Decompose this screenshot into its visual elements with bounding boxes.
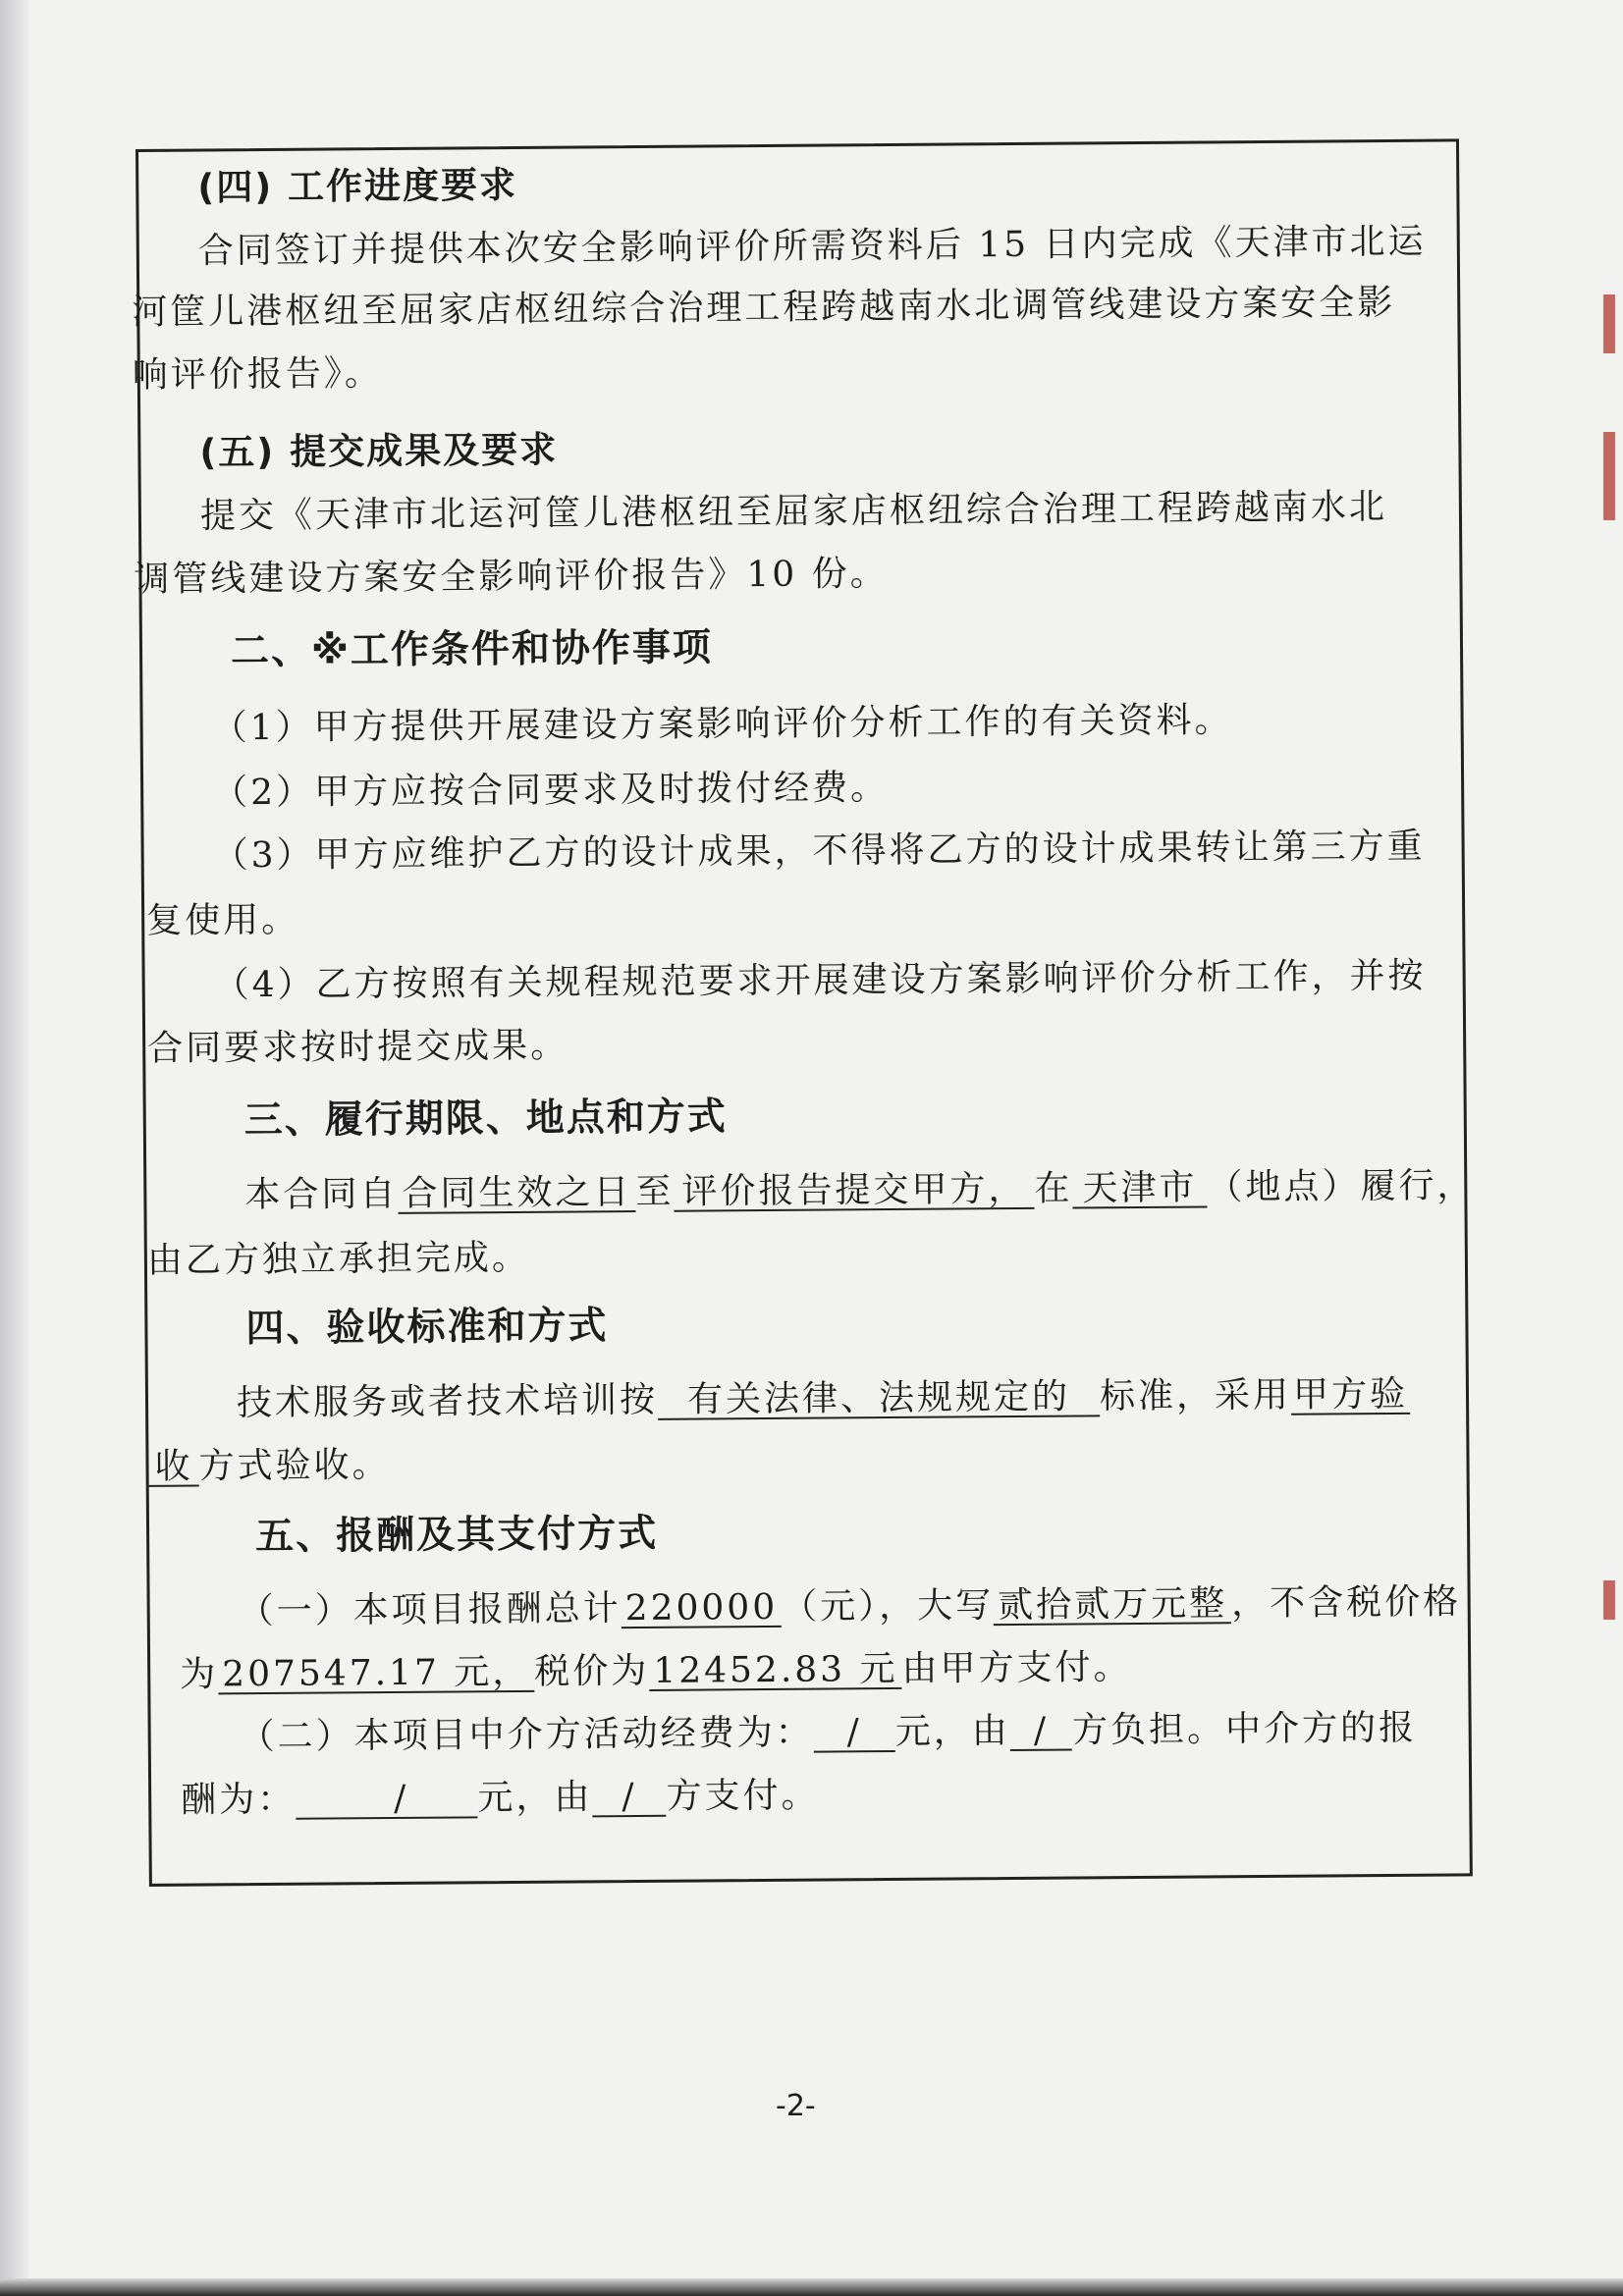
performance-place-field: 天津市 (1072, 1170, 1207, 1208)
intermediary-remuneration-field: / (296, 1781, 477, 1819)
section-4-heading: (四) 工作进度要求 (197, 163, 518, 209)
part-3-line-2: 由乙方独立承担完成。 (146, 1237, 531, 1281)
section-5-line-2: 调管线建设方案安全影响评价报告》10 份。 (134, 553, 889, 601)
part-3-heading: 三、履行期限、地点和方式 (243, 1095, 728, 1144)
part-2-item-4-line-1: （4）乙方按照有关规程规范要求开展建设方案影响评价分析工作，并按 (213, 955, 1427, 1006)
acceptance-method-field-cont: 收 (148, 1450, 198, 1487)
intermediary-remuneration-payer-field: / (592, 1780, 666, 1818)
adjacent-page-stamp-edge (1603, 432, 1615, 520)
part-5-c-mid: 元，由 (894, 1711, 1011, 1752)
section-4-line-3: 响评价报告》。 (132, 353, 383, 397)
part-3-in: 在 (1034, 1168, 1073, 1209)
part-2-heading: 二、※工作条件和协作事项 (230, 625, 714, 674)
part-3-prefix: 本合同自 (244, 1173, 399, 1216)
performance-end-field: 评价报告提交甲方， (674, 1172, 1034, 1212)
part-2-item-4-line-2: 合同要求按时提交成果。 (147, 1025, 569, 1069)
part-3-suffix: （地点）履行， (1207, 1165, 1476, 1208)
part-5-c-suffix: 方负担。中介方的报 (1071, 1707, 1418, 1751)
intermediary-fee-field: / (814, 1715, 895, 1753)
page-number: -2- (776, 2089, 816, 2123)
part-2-item-1: （1）甲方提供开展建设方案影响评价分析工作的有关资料。 (211, 700, 1233, 749)
part-5-b-prefix: 为 (180, 1654, 219, 1695)
total-fee-words-field: 贰拾贰万元整 (994, 1586, 1231, 1626)
total-fee-field: 220000 (622, 1590, 783, 1629)
part-2-item-2: （2）甲方应按合同要求及时拨付经费。 (211, 767, 890, 814)
part-5-line-1 (238, 1581, 1462, 1632)
part-4-line-1 (236, 1373, 1410, 1424)
intermediary-payer-field: / (1010, 1714, 1072, 1751)
part-4-prefix: 技术服务或者技术培训按 (236, 1379, 659, 1424)
section-5-heading: (五) 提交成果及要求 (199, 428, 559, 474)
page-bottom-edge (0, 2278, 1623, 2296)
part-2-item-3-line-1: （3）甲方应维护乙方的设计成果，不得将乙方的设计成果转让第三方重 (212, 826, 1426, 877)
part-4-line-2 (148, 1445, 391, 1487)
part-5-heading: 五、报酬及其支付方式 (254, 1511, 659, 1560)
part-4-heading: 四、验收标准和方式 (245, 1304, 609, 1352)
part-5-b-suffix: 由甲方支付。 (901, 1647, 1132, 1689)
part-5-c-prefix: （二）本项目中介方活动经费为： (239, 1712, 814, 1758)
performance-start-field: 合同生效之日 (398, 1175, 635, 1214)
section-4-line-1: 合同签订并提供本次安全影响评价所需资料后 15 日内完成《天津市北运 (197, 221, 1427, 272)
section-4-line-2: 河筐儿港枢纽至屈家店枢纽综合治理工程跨越南水北调管线建设方案安全影 (132, 282, 1396, 334)
contract-frame (132, 138, 1476, 1887)
acceptance-standard-field: 有关法律、法规规定的 (658, 1379, 1100, 1420)
part-5-line-3 (239, 1707, 1418, 1758)
pretax-price-field: 207547.17 元， (218, 1655, 534, 1695)
acceptance-method-field: 甲方验 (1292, 1373, 1409, 1415)
part-5-d-prefix: 酬为： (181, 1779, 297, 1821)
part-4-suffix: 方式验收。 (198, 1445, 391, 1487)
part-4-mid: 标准，采用 (1099, 1374, 1292, 1417)
adjacent-page-stamp-edge (1603, 1580, 1615, 1620)
part-5-d-suffix: 方支付。 (666, 1775, 820, 1817)
adjacent-page-stamp-edge (1603, 294, 1615, 353)
tax-amount-field: 12452.83 元 (649, 1652, 902, 1691)
part-5-b-mid: 税价为 (534, 1650, 650, 1692)
part-5-line-4 (181, 1775, 820, 1821)
part-2-item-3-line-2: 复使用。 (146, 899, 300, 941)
part-3-to: 至 (635, 1171, 675, 1213)
page-binding-shadow (0, 0, 29, 2296)
part-5-line-2 (180, 1647, 1132, 1695)
part-5-a-prefix: （一）本项目报酬总计 (238, 1588, 622, 1632)
part-5-a-mid: （元），大写 (781, 1585, 995, 1628)
part-3-line-1 (244, 1165, 1476, 1216)
part-5-a-suffix: ，不含税价格 (1230, 1581, 1462, 1625)
part-5-d-mid: 元，由 (477, 1777, 593, 1819)
section-5-line-1: 提交《天津市北运河筐儿港枢纽至屈家店枢纽综合治理工程跨越南水北 (199, 486, 1388, 537)
